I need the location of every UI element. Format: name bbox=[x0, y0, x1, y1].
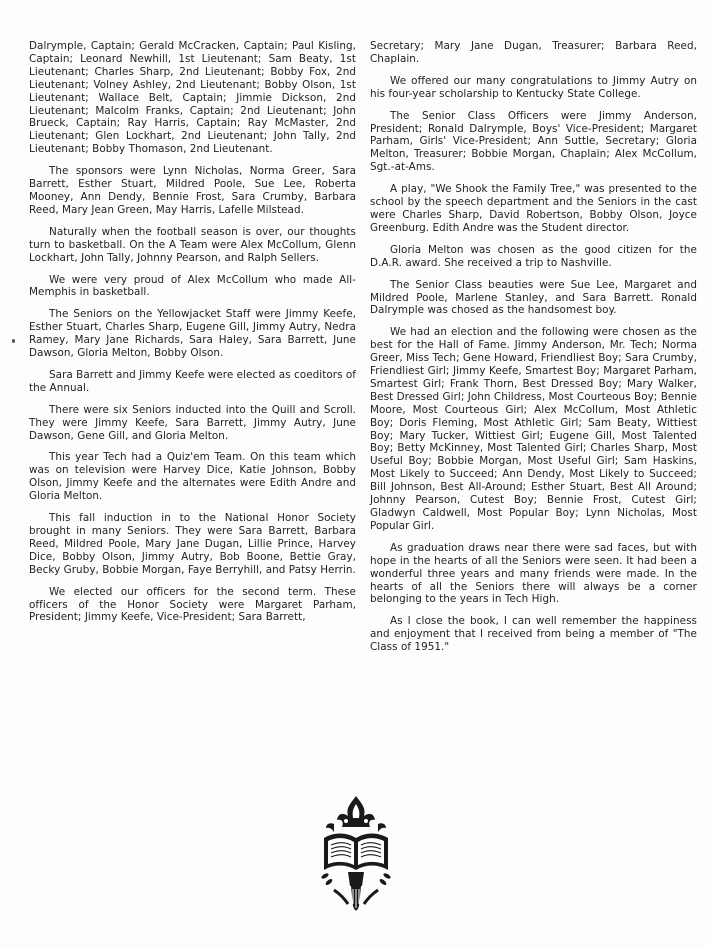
paragraph: This year Tech had a Quiz'em Team. On this team which was on television were Harvey Dice, Katie Johnson, Bobby Olson, Jimmy Keefe and the alternates were Edith Andre and Gloria Melton. bbox=[29, 451, 356, 503]
paragraph: The Seniors on the Yellowjacket Staff were Jimmy Keefe, Esther Stuart, Charles Sharp, Eugene Gill, Jimmy Autry, Nedra Ramey, Mary Jane Richards, Sara Haley, Sara Barrett, June Dawson, Gloria Melton, Bobby Olson. bbox=[29, 308, 356, 360]
paragraph: The sponsors were Lynn Nicholas, Norma Greer, Sara Barrett, Esther Stuart, Mildred Poole, Sue Lee, Roberta Mooney, Ann Dendy, Bennie Frost, Sara Crumby, Barbara Reed, Mary Jean Green, May Harris, Lafelle Milstead. bbox=[29, 165, 356, 216]
paragraph: The Senior Class beauties were Sue Lee, Margaret and Mildred Poole, Marlene Stanley, and Sara Barrett. Ronald Dalrymple was chosed as the handsomest boy. bbox=[370, 278, 697, 317]
paragraph: We elected our officers for the second term. These officers of the Honor Society were Margaret Parham, President; Jimmy Keefe, Vice-President; Sara Barrett, bbox=[29, 585, 356, 624]
paragraph: We were very proud of Alex McCollum who made All-Memphis in basketball. bbox=[29, 273, 356, 299]
paragraph: As I close the book, I can well remember the happiness and enjoyment that I received from being a member of "The Class of 1951." bbox=[370, 615, 697, 654]
paragraph: As graduation draws near there were sad faces, but with hope in the hearts of all the Seniors were seen. It had been a wonderful three years and many friends were made. In the hearts of all the Seniors there will always be a corner belonging to the years in Tech High. bbox=[370, 541, 697, 606]
paragraph: The Senior Class Officers were Jimmy Anderson, President; Ronald Dalrymple, Boys' Vice-President; Margaret Parham, Girls' Vice-President; Ann Suttle, Secretary; Gloria Melton, Treasurer; Bobbie Morgan, Chaplain; Alex McCollum, Sgt.-at-Ams. bbox=[370, 109, 697, 174]
right-column bbox=[370, 40, 697, 663]
margin-mark bbox=[12, 339, 15, 343]
left-column bbox=[29, 40, 356, 633]
paragraph: We had an election and the following were chosen as the best for the Hall of Fame. Jimmy Anderson, Mr. Tech; Norma Greer, Miss Tech; Gene Howard, Friendliest Boy; Sara Crumby, Friendliest Girl; Jimmy Keefe, Smartest Boy; Margaret Parham, Smartest Girl; Frank Thorn, Best Dressed Boy; Mary Walker, Best Dressed Girl; John Childress, Most Courteous Boy; Bennie Moore, Most Courteous Girl; Alex McCollum, Most Athletic Boy; Doris Fleming, Most Athletic Girl; Sam Beaty, Wittiest Boy; Mary Tucker, Wittiest Girl; Eugene Gill, Most Talented Boy; Betty McKinney, Most Talented Girl; Charles Sharp, Most Useful Boy; Bobbie Morgan, Most Useful Girl; Sam Haskins, Most Likely to Succeed; Ann Dendy, Most Likely to Succeed; Bill Johnson, Best All-Around; Esther Stuart, Best All Around; Johnny Pearson, Cutest Boy; Bennie Frost, Cutest Girl; Gladwyn Caldwell, Most Popular Boy; Lynn Nicholas, Most Popular Girl. bbox=[370, 326, 697, 532]
paragraph: Naturally when the football season is over, our thoughts turn to basketball. On the A Team were Alex McCollum, Glenn Lockhart, John Tally, Johnny Pearson, and Ralph Sellers. bbox=[29, 225, 356, 264]
paragraph: Secretary; Mary Jane Dugan, Treasurer; Barbara Reed, Chaplain. bbox=[370, 40, 697, 65]
paragraph: Gloria Melton was chosen as the good citizen for the D.A.R. award. She received a trip to Nashville. bbox=[370, 243, 697, 269]
paragraph: A play, "We Shook the Family Tree," was presented to the school by the speech department and the Seniors in the cast were Charles Sharp, David Robertson, Bobby Olson, Joyce Greenburg. Edith Andre was the Student director. bbox=[370, 183, 697, 234]
paragraph: Dalrymple, Captain; Gerald McCracken, Captain; Paul Kisling, Captain; Leonard Newhill, 1st Lieutenant; Sam Beaty, 1st Lieutenant; Charles Sharp, 2nd Lieutenant; Bobby Fox, 2nd Lieutenant; Volney Ashley, 2nd Lieutenant; Bobby Olson, 1st Lieutenant; Wallace Belt, Captain; Jimmie Dickson, 2nd Lieutenant; Malcolm Franks, Captain; 2nd Lieutenant; John Brueck, Captain; Ray Harris, Captain; Ray McMaster, 2nd Lieutenant; Glen Lockhart, 2nd Lieutenant; John Tally, 2nd Lieutenant; Bobby Thomason, 2nd Lieutenant. bbox=[29, 40, 356, 156]
paragraph: We offered our many congratulations to Jimmy Autry on his four-year scholarship to Kentucky State College. bbox=[370, 74, 697, 100]
open-book-torch-emblem-icon bbox=[320, 794, 392, 918]
paragraph: Sara Barrett and Jimmy Keefe were elected as coeditors of the Annual. bbox=[29, 368, 357, 394]
paragraph: This fall induction in to the National Honor Society brought in many Seniors. They were Sara Barrett, Barbara Reed, Mildred Poole, Mary Jane Dugan, Lillie Prince, Harvey Dice, Bobby Olson, Jimmy Autry, Bob Boone, Bettie Gray, Becky Gruby, Bobbie Morgan, Faye Berryhill, and Patsy Herrin. bbox=[29, 512, 356, 576]
paragraph: There were six Seniors inducted into the Quill and Scroll. They were Jimmy Keefe, Sara Barrett, Jimmy Autry, June Dawson, Gene Gill, and Gloria Melton. bbox=[29, 403, 356, 442]
